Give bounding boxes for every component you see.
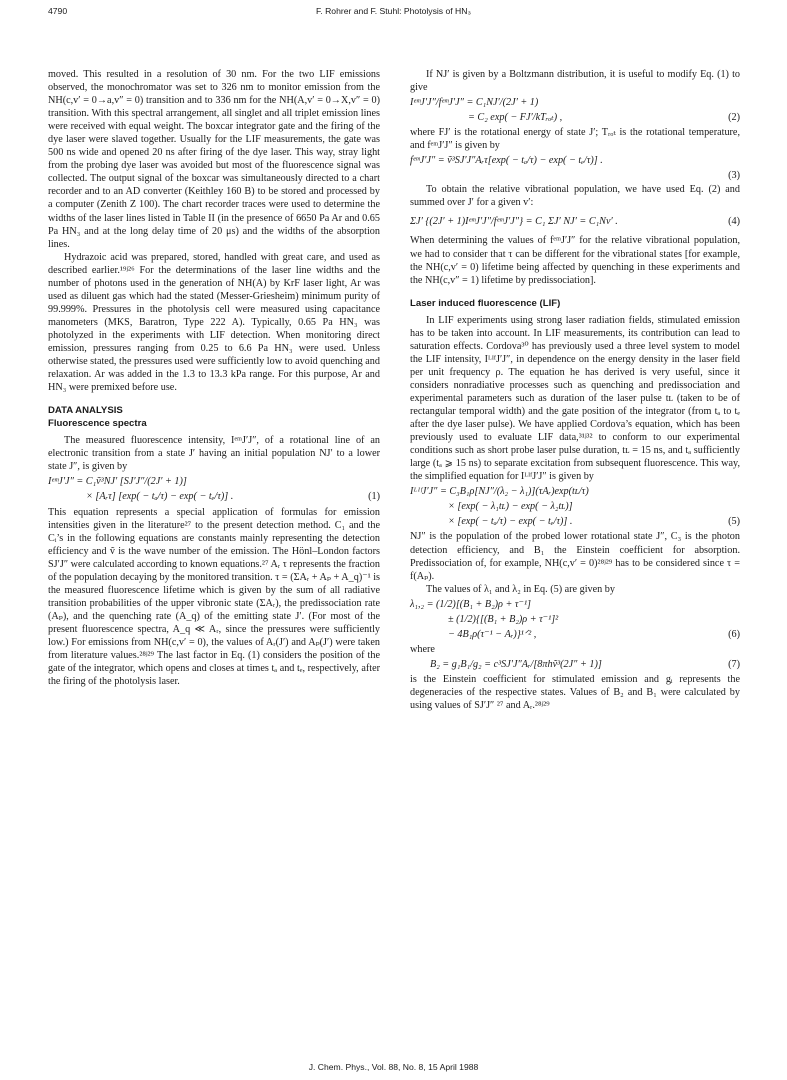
equation-4-line-1: ΣJ′ {(2J′ + 1)IᵉᵐJ′J″/fᵉᵐJ′J″} = C₁ ΣJ′ NJ′ = C₁Nv′ . (4) xyxy=(410,216,740,228)
left-column xyxy=(48,68,380,688)
equation-5-line-1: IᴸᴵᶠJ′J″ = C₃B₁ρ[NJ″/(λ₂ − λ₁)](τAᵣ)exp(tʟ/τ) xyxy=(410,486,589,498)
equation-7-number: (7) xyxy=(728,658,740,670)
equation-3-number-line xyxy=(410,169,740,181)
equation-7-line-1: B₂ = g₁B₁/g₂ = c³SJ′J″Aᵣ/[8πhṽ³(2J″ + 1)] (7) xyxy=(430,658,740,670)
right-paragraph-5: In LIF experiments using strong laser radiation fields, stimulated emission has to be taken into account. In LIF measurements, its contribution can lead to saturation effects. Cordova³⁰ has previously used a three level system to model the LIF intensity, IᴸᴵᶠJ′J″, in dependence on the energy density in the laser field per unit frequency ρ. The equation he has derived is very useful, since it considers nonradiative processes such as quenching and predissociation and experimental parameters such as duration of the laser pulse tʟ (taken to be of rectangular temporal width) and the gate position of the integrator (from tₐ to tₑ after the dye laser pulse). We have applied Cordova’s equation, which has been previously used to evaluate LIF data,³¹ʲ³² to conform to our experimental conditions such as short probe laser pulse duration, tʟ = 15 ns, and tₐ sufficiently large (tₐ ⩾ 15 ns) to separate excitation from subsequent fluorescence. This way, the simplified equation for IᴸᴵᶠJ′J″ is given by xyxy=(410,314,740,483)
equation-1-line-1: IᵉᵐJ′J″ = C₁ṽ³NJ′ [SJ′J″/(2J′ + 1)] xyxy=(48,476,187,488)
equation-2-line-1: IᵉᵐJ′J″/fᵉᵐJ′J″ = C₁NJ′/(2J′ + 1) xyxy=(410,97,539,109)
right-paragraph-6: NJ″ is the population of the probed lower rotational state J″, C₃ is the photon detection efficiency, and B₁ the Einstein coefficient for absorption. Predissociation of, for example, NH(c,v′ = 0)²⁸ʲ²⁹ has to be considered since τ = f(Aₚ). xyxy=(410,531,740,582)
left-paragraph-4: This equation represents a special application of formulas for emission intensities given in the literature²⁷ to the present detection method. C₁ and the Cᵢ’s in the following equations are constants mainly representing the detection efficiency and ṽ is the wave number of the emission. The Hönl–London factors SJ′J″ were calculated according to known equations.²⁷ Aᵣ τ represents the fraction of the population decaying by the monitored transition. τ = (ΣAᵣ + Aₚ + A_q)⁻¹ is the measured fluorescence lifetime which is given by the sum of all radiative transition probabilities of the upper vibronic state (ΣAᵣ), the predissociation rate (Aₚ), and the quenching rate (A_q) of the emitting state J′. (For most of the present fluorescence spectra, A_q ≪ Aᵣ, since the pressures were sufficiently low.) For emissions from NH(c,v′ = 0), the values of Aᵣ(J′) and Aₚ(J′) were taken from literature values.²⁸ʲ²⁹ The last factor in Eq. (1) considers the position of the gate of the integrator, which opens and closes at times tₐ and tₑ, respectively, after the firing of the photolysis laser. xyxy=(48,506,380,688)
right-paragraph-2: where FJ′ is the rotational energy of state J′; Tᵣₒₜ is the rotational temperature, and fᵉᵐJ′J″ is given by xyxy=(410,127,740,152)
right-column xyxy=(410,68,740,712)
left-paragraph-2: Hydrazoic acid was prepared, stored, handled with great care, and used as described earlier.¹⁹ʲ²⁶ For the determinations of the laser line widths and the number of photons used in the generation of NH(A) by KrF laser light, Ar was used as diluent gas which had the stated (Messer-Griesheim) minimum purity of 99.999%. Pressures in the photolysis cell were measured using capacitance manometers (MKS, Baratron, Type 222 A). Typically, 0.65 Pa HN₃ was photolyzed in the experiments with LIF detection. When monitoring direct emission, pressures ranging from 0.25 to 6.6 Pa HN₃ were used. Unless otherwise stated, the pressures used were sufficiently low to avoid quenching and relaxation. Ar was added in the 1.3 to 13.3 kPa range. For this purpose, Ar and HN₃ were premixed before use. xyxy=(48,251,380,394)
right-paragraph-9: is the Einstein coefficient for stimulated emission and gᵢ represents the degeneracies of the respective states. Values of B₂ and B₁ were calculated by using values of SJ′J″ ²⁷ and Aᵣ.²⁸ʲ²⁹ xyxy=(410,673,740,712)
equation-4-number: (4) xyxy=(728,216,740,228)
section-heading-data-analysis: DATA ANALYSIS xyxy=(48,405,123,417)
journal-footer: J. Chem. Phys., Vol. 88, No. 8, 15 April 1988 xyxy=(308,1062,479,1072)
page-number: 4790 xyxy=(48,6,68,16)
subsection-heading-fluorescence-spectra: Fluorescence spectra xyxy=(48,418,147,430)
left-paragraph-3: The measured fluorescence intensity, IᵉᵐJ′J″, of a rotational line of an electronic transition from a state J′ having an initial population NJ′ to a lower state J″, is given by xyxy=(48,435,380,473)
equation-5-line-2: × [exp( − λ₁tʟ) − exp( − λ₂tʟ)] xyxy=(448,501,573,513)
right-paragraph-7: The values of λ₁ and λ₂ in Eq. (5) are given by xyxy=(426,583,615,595)
left-paragraph-1: moved. This resulted in a resolution of 30 nm. For the two LIF emissions observed, the monochromator was set to 326 nm to monitor emission from the NH(c,v′ = 0→a,v″ = 0) transition and to 336 nm for the NH(A,v′ = 0→X,v″ = 0) transition. With this spectral arrangement, all singlet and all triplet emission lines were received with equal weight. The boxcar integrator gate and the firing of the dye laser were slaved together. Usually for the LIF measurements, the gate was 500 ns wide and opened 20 ns after firing of the dye laser. This way, stray light from the probing dye laser was avoided but most of the fluorescence signal was collected. The output signal of the boxcar was simultaneously directed to a chart recorder and to an AD converter (Keithley 160 B) to be stored and processed by a computer (Zenith Z 100). The chart recorder traces were used to determine the widths of the laser lines listed in Table II (in the presence of 6650 Pa Ar and 0.65 Pa HN₃ and at the long delay time of 20 μs) and the widths of the absorption lines. xyxy=(48,69,380,250)
equation-6-line-1: λ₁,₂ = (1/2)[(B₁ + B₂)ρ + τ⁻¹] xyxy=(410,598,531,610)
right-paragraph-1: If NJ′ is given by a Boltzmann distribution, it is useful to modify Eq. (1) to give xyxy=(410,69,740,94)
running-title: F. Rohrer and F. Stuhl: Photolysis of HN₃ xyxy=(316,6,471,16)
equation-5-number: (5) xyxy=(728,516,740,528)
equation-6-line-3: − 4B₁ρ(τ⁻¹ − Aᵣ)}¹ᐟ² , (6) xyxy=(448,628,740,640)
equation-6-number: (6) xyxy=(728,628,740,640)
equation-5-line-3: × [exp( − tₐ/τ) − exp( − tₑ/τ)] . (5) xyxy=(448,516,740,528)
right-paragraph-4: When determining the values of fᵉᵐJ′J″ for the relative vibrational population, we had to consider that τ can be different for the vibrational states [for example, the NH(c,v′ = 0) lifetime being affected by quenching in these experiments and the NH(c,v″ = 1) lifetime by predissociation]. xyxy=(410,235,740,286)
section-heading-lif: Laser induced fluorescence (LIF) xyxy=(410,297,561,309)
equation-1-line-2: × [Aᵣτ] [exp( − tₐ/τ) − exp( − tₑ/τ)] . (1) xyxy=(86,491,380,503)
equation-3-number: (3) xyxy=(728,170,740,182)
equation-2-number: (2) xyxy=(728,112,740,124)
right-paragraph-8: where xyxy=(410,643,435,655)
equation-2-line-2: = C₂ exp( − FJ′/kTᵣₒₜ) , (2) xyxy=(468,112,740,124)
right-paragraph-3: To obtain the relative vibrational population, we have used Eq. (2) and summed over J′ for a given v′: xyxy=(410,184,740,209)
equation-1-number: (1) xyxy=(368,491,380,503)
equation-6-line-2: ± (1/2){[(B₁ + B₂)ρ + τ⁻¹]² xyxy=(448,613,559,625)
equation-3-line-1: fᵉᵐJ′J″ = ṽ³SJ′J″Aᵣτ[exp( − tₐ/τ) − exp( − tₑ/τ)] . xyxy=(410,155,603,167)
